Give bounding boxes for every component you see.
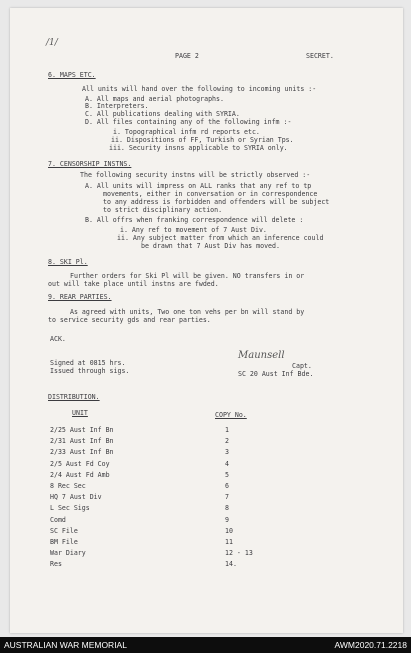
- distribution-copy-number: 8: [225, 504, 229, 513]
- distribution-copy-number: 12 - 13: [225, 549, 253, 558]
- document-page: [10, 8, 403, 633]
- section-6-item-b: B. Interpreters.: [85, 102, 149, 110]
- classification: SECRET.: [306, 52, 334, 60]
- section-9-heading: 9. REAR PARTIES.: [48, 293, 112, 301]
- distribution-copy-number: 11: [225, 538, 233, 546]
- distribution-copy-number: 9: [225, 515, 229, 524]
- section-7-heading: 7. CENSORSHIP INSTNS.: [48, 160, 132, 168]
- section-6-intro: All units will hand over the following to incoming units :-: [82, 85, 317, 93]
- footer-institution: AUSTRALIAN WAR MEMORIAL: [4, 640, 127, 650]
- section-6-item-a: A. All maps and aerial photographs.: [85, 95, 224, 103]
- section-6-item-d-iii: iii. Security insns applicable to SYRIA only.: [109, 144, 288, 152]
- distribution-copy-number: 1: [225, 426, 229, 434]
- section-7-intro: The following security instns will be strictly observed :-: [80, 171, 311, 179]
- signatory-unit: SC 20 Aust Inf Bde.: [238, 370, 314, 378]
- distribution-unit: L Sec Sigs: [50, 504, 90, 513]
- issued-through: Issued through sigs.: [50, 367, 130, 375]
- distribution-unit: HQ 7 Aust Div: [50, 493, 102, 502]
- distribution-copy-number: 14.: [225, 560, 237, 569]
- section-6-item-d: D. All files containing any of the following infm :-: [85, 118, 292, 126]
- section-6-item-d-ii: ii. Dispositions of FF, Turkish or Syrian Tps.: [111, 136, 294, 144]
- distribution-unit: 2/33 Aust Inf Bn: [50, 448, 114, 457]
- signed-at: Signed at 0815 hrs.: [50, 359, 126, 367]
- distribution-unit: Comd: [50, 515, 66, 524]
- section-9-line2: to service security gds and rear parties.: [48, 316, 211, 324]
- footer-bar: [0, 637, 411, 653]
- distribution-unit: SC File: [50, 526, 78, 535]
- signatory-rank: Capt.: [292, 362, 312, 370]
- section-8-line2: out will take place until instns are fwded.: [48, 280, 219, 288]
- section-9-line1: As agreed with units, Two one ton vehs per bn will stand by: [70, 308, 305, 316]
- section-7-b-ii-line2: be drawn that 7 Aust Div has moved.: [141, 242, 280, 250]
- section-7-a-line3: to any address is forbidden and offenders will be subject: [103, 198, 330, 206]
- distribution-unit: 2/4 Aust Fd Amb: [50, 470, 110, 479]
- distribution-heading: DISTRIBUTION.: [48, 393, 100, 401]
- footer-reference: AWM2020.71.2218: [334, 640, 407, 650]
- section-7-b-ii-line1: ii. Any subject matter from which an inference could: [117, 234, 324, 242]
- handwritten-mark: /1/: [46, 38, 58, 48]
- distribution-unit: 2/31 Aust Inf Bn: [50, 437, 114, 446]
- section-8-heading: 8. SKI Pl.: [48, 258, 88, 266]
- distribution-unit: Res: [50, 560, 62, 569]
- section-7-a-line2: movements, either in conversation or in correspondence: [103, 190, 318, 198]
- ack-label: ACK.: [50, 335, 66, 343]
- distribution-unit: 8 Rec Sec: [50, 482, 86, 490]
- signature: Maunsell: [238, 350, 285, 361]
- distribution-copy-number: 10: [225, 526, 233, 535]
- section-6-item-c: C. All publications dealing with SYRIA.: [85, 110, 240, 118]
- distribution-unit: BM File: [50, 538, 78, 546]
- section-7-b-line1: B. All offrs when franking correspondence will delete :: [85, 216, 304, 224]
- copy-column-header: COPY No.: [215, 411, 247, 419]
- section-6-heading: 6. MAPS ETC.: [48, 71, 96, 79]
- distribution-unit: 2/25 Aust Inf Bn: [50, 426, 114, 434]
- unit-column-header: UNIT: [72, 409, 88, 417]
- page-number: PAGE 2: [175, 52, 199, 60]
- section-8-line1: Further orders for Ski Pl will be given. NO transfers in or: [70, 272, 305, 280]
- distribution-copy-number: 7: [225, 493, 229, 502]
- section-7-a-line1: A. All units will impress on ALL ranks that any ref to tp: [85, 182, 312, 190]
- distribution-copy-number: 4: [225, 459, 229, 468]
- distribution-copy-number: 6: [225, 482, 229, 490]
- distribution-unit: War Diary: [50, 549, 86, 558]
- section-6-item-d-i: i. Topographical infm rd reports etc.: [113, 128, 260, 136]
- distribution-copy-number: 2: [225, 437, 229, 446]
- section-7-b-i: i. Any ref to movement of 7 Aust Div.: [120, 226, 267, 234]
- section-7-a-line4: to strict disciplinary action.: [103, 206, 223, 214]
- distribution-unit: 2/5 Aust Fd Coy: [50, 459, 110, 468]
- distribution-copy-number: 3: [225, 448, 229, 457]
- distribution-copy-number: 5: [225, 470, 229, 479]
